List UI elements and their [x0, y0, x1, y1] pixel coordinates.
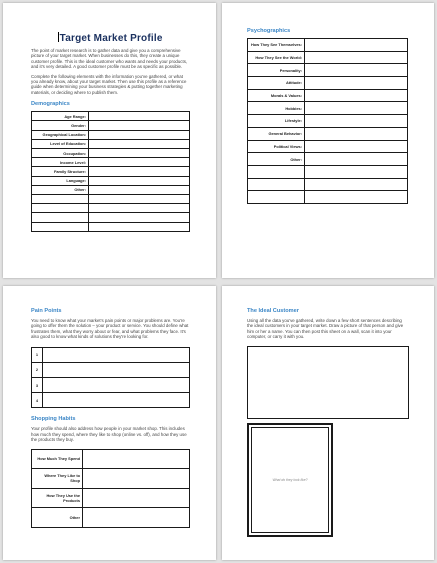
pain-points-heading: Pain Points — [31, 308, 62, 314]
pain-points-table — [31, 347, 190, 409]
page-3 — [3, 286, 216, 560]
psychographics-row — [248, 51, 408, 64]
psychographics-row-label: General Behavior: — [248, 127, 305, 140]
pain-point-number: 2 — [32, 362, 43, 377]
psychographics-row — [248, 191, 408, 204]
ideal-customer-paragraph: Using all the data you've gathered, write down a few short sentences describing the ideal customers in your target market. Draw a picture of that person and give him or her a name. You can then post this sheet on a wall, scan it into your computer, or carry it with you. — [247, 318, 404, 340]
shopping-row-label: How They Use the Products — [32, 488, 83, 508]
psychographics-row-input[interactable] — [305, 165, 408, 178]
customer-picture-frame — [247, 423, 333, 537]
psychographics-row-label: How They See Themselves: — [248, 39, 305, 52]
psychographics-row-label: Other: — [248, 153, 305, 166]
psychographics-row — [248, 140, 408, 153]
shopping-row — [32, 449, 190, 469]
demographics-row — [32, 139, 190, 148]
psychographics-row-input[interactable] — [305, 89, 408, 102]
pain-point-input[interactable] — [43, 362, 190, 377]
psychographics-row — [248, 89, 408, 102]
pain-point-input[interactable] — [43, 378, 190, 393]
pain-point-row — [32, 362, 190, 377]
psychographics-row-input[interactable] — [305, 51, 408, 64]
psychographics-row-input[interactable] — [305, 153, 408, 166]
psychographics-row-input[interactable] — [305, 140, 408, 153]
psychographics-row-input[interactable] — [305, 127, 408, 140]
demographics-row — [32, 121, 190, 130]
pain-point-number: 4 — [32, 393, 43, 408]
shopping-habits-heading: Shopping Habits — [31, 416, 76, 423]
psychographics-row-label: Lifestyle: — [248, 115, 305, 128]
psychographics-row — [248, 39, 408, 52]
psychographics-row — [248, 153, 408, 166]
psychographics-row — [248, 127, 408, 140]
intro-paragraph-1: The point of market research is to gather data and give you a comprehensive picture of your target market. When businesses do this, they create a unique customer profile. This is the ideal customer who wants and needs your products, and it's very detailed. A good customer profile must be as specific as possible. — [31, 48, 188, 70]
demographics-row-label: Geographical Location: — [32, 130, 89, 139]
pain-point-input[interactable] — [43, 393, 190, 408]
shopping-row-input[interactable] — [83, 469, 190, 489]
psychographics-row-label: Attitude: — [248, 77, 305, 90]
picture-frame-caption: What do they look like? — [272, 477, 308, 482]
ideal-customer-heading: The Ideal Customer — [247, 308, 299, 314]
psychographics-row — [248, 64, 408, 77]
demographics-row-label: Level of Education: — [32, 139, 89, 148]
psychographics-row — [248, 165, 408, 178]
demographics-row-label — [32, 213, 89, 222]
psychographics-row — [248, 102, 408, 115]
demographics-table — [31, 111, 190, 231]
page-1 — [3, 3, 216, 278]
demographics-row — [32, 158, 190, 167]
psychographics-row-label: How They See the World: — [248, 51, 305, 64]
psychographics-table — [247, 38, 408, 204]
shopping-row — [32, 508, 190, 528]
demographics-row — [32, 130, 190, 139]
demographics-row-input[interactable] — [89, 149, 190, 158]
pain-point-number: 3 — [32, 378, 43, 393]
shopping-row-input[interactable] — [83, 488, 190, 508]
demographics-row-label: Family Structure: — [32, 167, 89, 176]
demographics-row-input[interactable] — [89, 185, 190, 194]
shopping-row-input[interactable] — [83, 449, 190, 469]
shopping-habits-paragraph: Your profile should also address how people in your market shop. This includes how much they spend, where they like to shop (online vs. off), and how they use the products they buy. — [31, 426, 187, 443]
demographics-row — [32, 112, 190, 121]
demographics-row-input[interactable] — [89, 213, 190, 222]
psychographics-row-input[interactable] — [305, 64, 408, 77]
demographics-row — [32, 213, 190, 222]
demographics-row — [32, 185, 190, 194]
shopping-row-label: Other — [32, 508, 83, 528]
demographics-row-input[interactable] — [89, 139, 190, 148]
page-2 — [222, 3, 434, 278]
shopping-row-input[interactable] — [83, 508, 190, 528]
psychographics-row-label — [248, 191, 305, 204]
psychographics-row-input[interactable] — [305, 115, 408, 128]
psychographics-row-input[interactable] — [305, 102, 408, 115]
document-title: Target Market Profile — [59, 33, 163, 44]
shopping-habits-table — [31, 449, 190, 528]
demographics-row-input[interactable] — [89, 194, 190, 203]
demographics-row-label: Age Range: — [32, 112, 89, 121]
demographics-row-input[interactable] — [89, 130, 190, 139]
intro-paragraph-2: Complete the following elements with the information you've gathered, or what you already know, about your target market. Then use this profile as a reference guide when determining your business strategies & putting together marketing materials, or deciding where to publish them. — [31, 73, 187, 95]
pain-point-row — [32, 378, 190, 393]
psychographics-row — [248, 178, 408, 191]
demographics-row-label: Occupation: — [32, 149, 89, 158]
demographics-row-input[interactable] — [89, 204, 190, 213]
demographics-row-label — [32, 222, 89, 231]
demographics-row-label: Gender: — [32, 121, 89, 130]
psychographics-row-input[interactable] — [305, 178, 408, 191]
demographics-row — [32, 176, 190, 185]
demographics-row-input[interactable] — [89, 176, 190, 185]
shopping-row — [32, 488, 190, 508]
psychographics-row-input[interactable] — [305, 39, 408, 52]
pain-point-input[interactable] — [43, 347, 190, 362]
demographics-row — [32, 149, 190, 158]
psychographics-row — [248, 77, 408, 90]
demographics-row-input[interactable] — [89, 222, 190, 231]
psychographics-row-label: Personality: — [248, 64, 305, 77]
psychographics-row-label — [248, 178, 305, 191]
pain-point-row — [32, 393, 190, 408]
demographics-row — [32, 167, 190, 176]
demographics-row — [32, 222, 190, 231]
page-4 — [222, 286, 434, 560]
demographics-row-label: Language: — [32, 176, 89, 185]
psychographics-row-label — [248, 165, 305, 178]
ideal-customer-description-box[interactable] — [247, 346, 409, 419]
demographics-row-label — [32, 204, 89, 213]
psychographics-heading: Psychographics — [247, 28, 291, 34]
shopping-row-label: Where They Like to Shop — [32, 469, 83, 489]
psychographics-row — [248, 115, 408, 128]
shopping-row — [32, 469, 190, 489]
demographics-heading: Demographics — [31, 101, 70, 108]
demographics-row-label: Other: — [32, 185, 89, 194]
demographics-row-label: Income Level: — [32, 158, 89, 167]
pain-points-paragraph: You need to know what your market's pain points or major problems are. You're going to offer them the solution – your product or service. You should define what frustrates them, what they worry about or fear, and what problems they face. It's also good to know what kinds of solutions they're looking for. — [31, 318, 189, 340]
psychographics-row-label: Political Views: — [248, 140, 305, 153]
demographics-row — [32, 204, 190, 213]
psychographics-row-label: Morals & Values: — [248, 89, 305, 102]
psychographics-row-label: Hobbies: — [248, 102, 305, 115]
demographics-row-input[interactable] — [89, 112, 190, 121]
psychographics-row-input[interactable] — [305, 191, 408, 204]
customer-picture-area[interactable] — [251, 427, 329, 533]
pain-point-row — [32, 347, 190, 362]
shopping-row-label: How Much They Spend — [32, 449, 83, 469]
psychographics-row-input[interactable] — [305, 77, 408, 90]
demographics-row — [32, 194, 190, 203]
demographics-row-input[interactable] — [89, 167, 190, 176]
demographics-row-label — [32, 194, 89, 203]
demographics-row-input[interactable] — [89, 121, 190, 130]
pain-point-number: 1 — [32, 347, 43, 362]
demographics-row-input[interactable] — [89, 158, 190, 167]
